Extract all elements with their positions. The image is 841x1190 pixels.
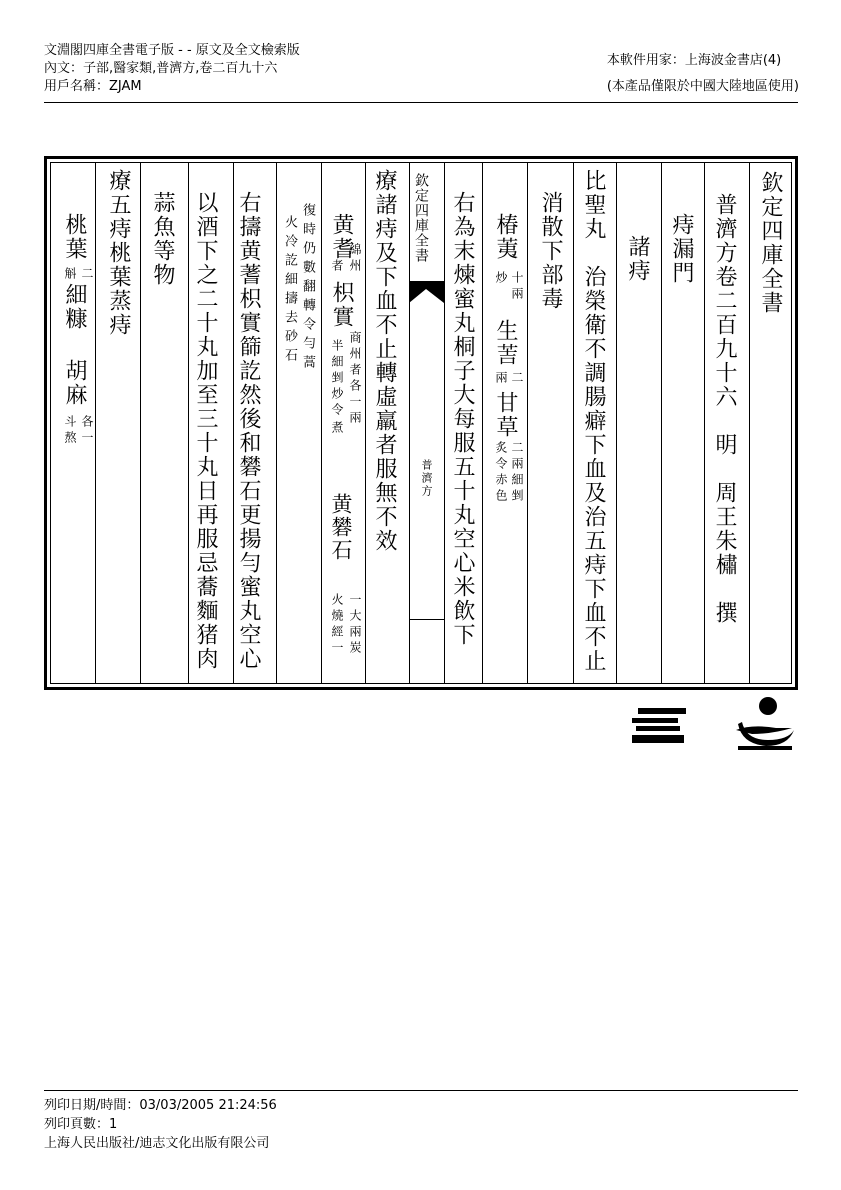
ingredient-shengjiang-note-right: 二	[510, 371, 524, 387]
header-username: 用戶名稱：ZJAM	[44, 79, 142, 94]
header-title: 文淵閣四庫全書電子版 - - 原文及全文檢索版	[44, 43, 300, 58]
header-content-path: 內文：子部,醫家類,普濟方,卷二百九十六	[44, 61, 278, 76]
ingredient-xikang: 細糠	[62, 283, 87, 331]
col-recipe-taoye: 療五痔桃葉蒸痔	[106, 169, 131, 337]
banner-book-title: 普濟方	[420, 459, 433, 498]
col-method: 右擣黄蓍枳實篩訖然後和礬石更揚勻蜜丸空心	[236, 191, 261, 671]
text-frame	[44, 156, 798, 690]
header-left	[44, 42, 300, 96]
ingredient-zhishi: 枳實	[329, 281, 354, 329]
footer-print-datetime: 列印日期/時間：03/03/2005 21:24:56	[44, 1098, 277, 1113]
banner-fishtail-mark	[409, 281, 444, 307]
col-preparation: 右為末煉蜜丸桐子大每服五十丸空心米飲下	[450, 191, 475, 647]
col-recipe-biSheng: 比聖丸 治榮衛不調腸癖下血及治五痔下血不止	[581, 169, 606, 673]
ingredient-huma: 胡麻	[62, 359, 87, 407]
col-section-heading: 痔漏門	[669, 213, 694, 285]
ingredient-shengjiang: 生䓀	[493, 319, 518, 367]
col-library-title: 欽定四庫全書	[758, 171, 783, 315]
ingredient-taoye-note-right: 二	[80, 267, 94, 283]
ingredient-huangqi: 黄耆	[329, 213, 354, 261]
text-frame-inner	[50, 162, 792, 684]
ingredient-shengjiang-note-left: 兩	[494, 371, 508, 387]
col-volume-title: 普濟方卷二百九十六	[712, 193, 737, 409]
col-process-note-right: 復時仍數翻轉令勻蒿	[300, 203, 315, 374]
banner-bottom-line	[409, 619, 444, 620]
banner	[414, 173, 440, 263]
col-subsection-heading: 諸痔	[625, 235, 650, 283]
ingredient-taoye-note-left: 斛	[63, 267, 77, 283]
ingredient-huma-note-right: 各一	[80, 415, 94, 447]
ingredient-huangfanshi: 黄礬石	[329, 493, 353, 562]
header-divider	[44, 102, 798, 103]
ingredient-chunyi-note-right: 十兩	[510, 271, 524, 303]
ingredient-huangqi-note: 者	[330, 259, 344, 275]
footer-publisher: 上海人民出版社/迪志文化出版有限公司	[44, 1136, 270, 1151]
ingredient-huangqi-origin: 綿州	[348, 243, 362, 275]
dizhi-logo-icon	[732, 694, 796, 754]
ingredient-zhishi-note-right: 商州者各一兩	[348, 331, 362, 427]
footer-print-pages: 列印頁數：1	[44, 1117, 118, 1132]
col-recipe-note: 消散下部毒	[538, 191, 563, 311]
banner-library-title: 欽定四庫全書	[413, 173, 429, 263]
ingredient-taoye: 桃葉	[62, 213, 87, 261]
col-author: 明 周王朱橚 撰	[712, 433, 737, 625]
col-process-note-left: 火冷訖細擣去砂石	[282, 215, 297, 367]
ingredient-gancao-note-right: 二兩細剉	[510, 441, 524, 505]
ingredient-huangfanshi-note-right: 一大兩炭	[348, 593, 362, 657]
ingredient-chunyi-note-left: 炒	[494, 271, 508, 287]
ingredient-chunyi: 椿荑	[493, 213, 518, 261]
ingredient-huangfanshi-note-left: 火燒經一	[330, 593, 344, 657]
header-licensee: 本軟件用家：上海波金書店(4)	[606, 53, 782, 68]
ingredient-zhishi-note-left: 半細剉炒令	[330, 339, 344, 419]
ingredient-zhishi-note-cook: 煮	[330, 421, 344, 437]
col-dosage: 以酒下之二十丸加至三十丸日再服忌蕎麵猪肉	[193, 191, 218, 671]
ingredient-gancao-note-left: 炙令赤色	[494, 441, 508, 505]
ingredient-huma-note-left: 斗熬	[63, 415, 77, 447]
col-indication: 療諸痔及下血不止轉虛羸者服無不效	[372, 169, 397, 553]
header-region-note: (本產品僅限於中國大陸地區使用)	[606, 79, 799, 94]
ingredient-gancao: 甘草	[493, 391, 518, 439]
footer	[44, 1096, 277, 1153]
publisher-logo-icon	[632, 708, 690, 744]
col-prohibition: 蒜魚等物	[150, 191, 175, 287]
footer-divider	[44, 1090, 798, 1091]
header-right	[607, 48, 799, 100]
